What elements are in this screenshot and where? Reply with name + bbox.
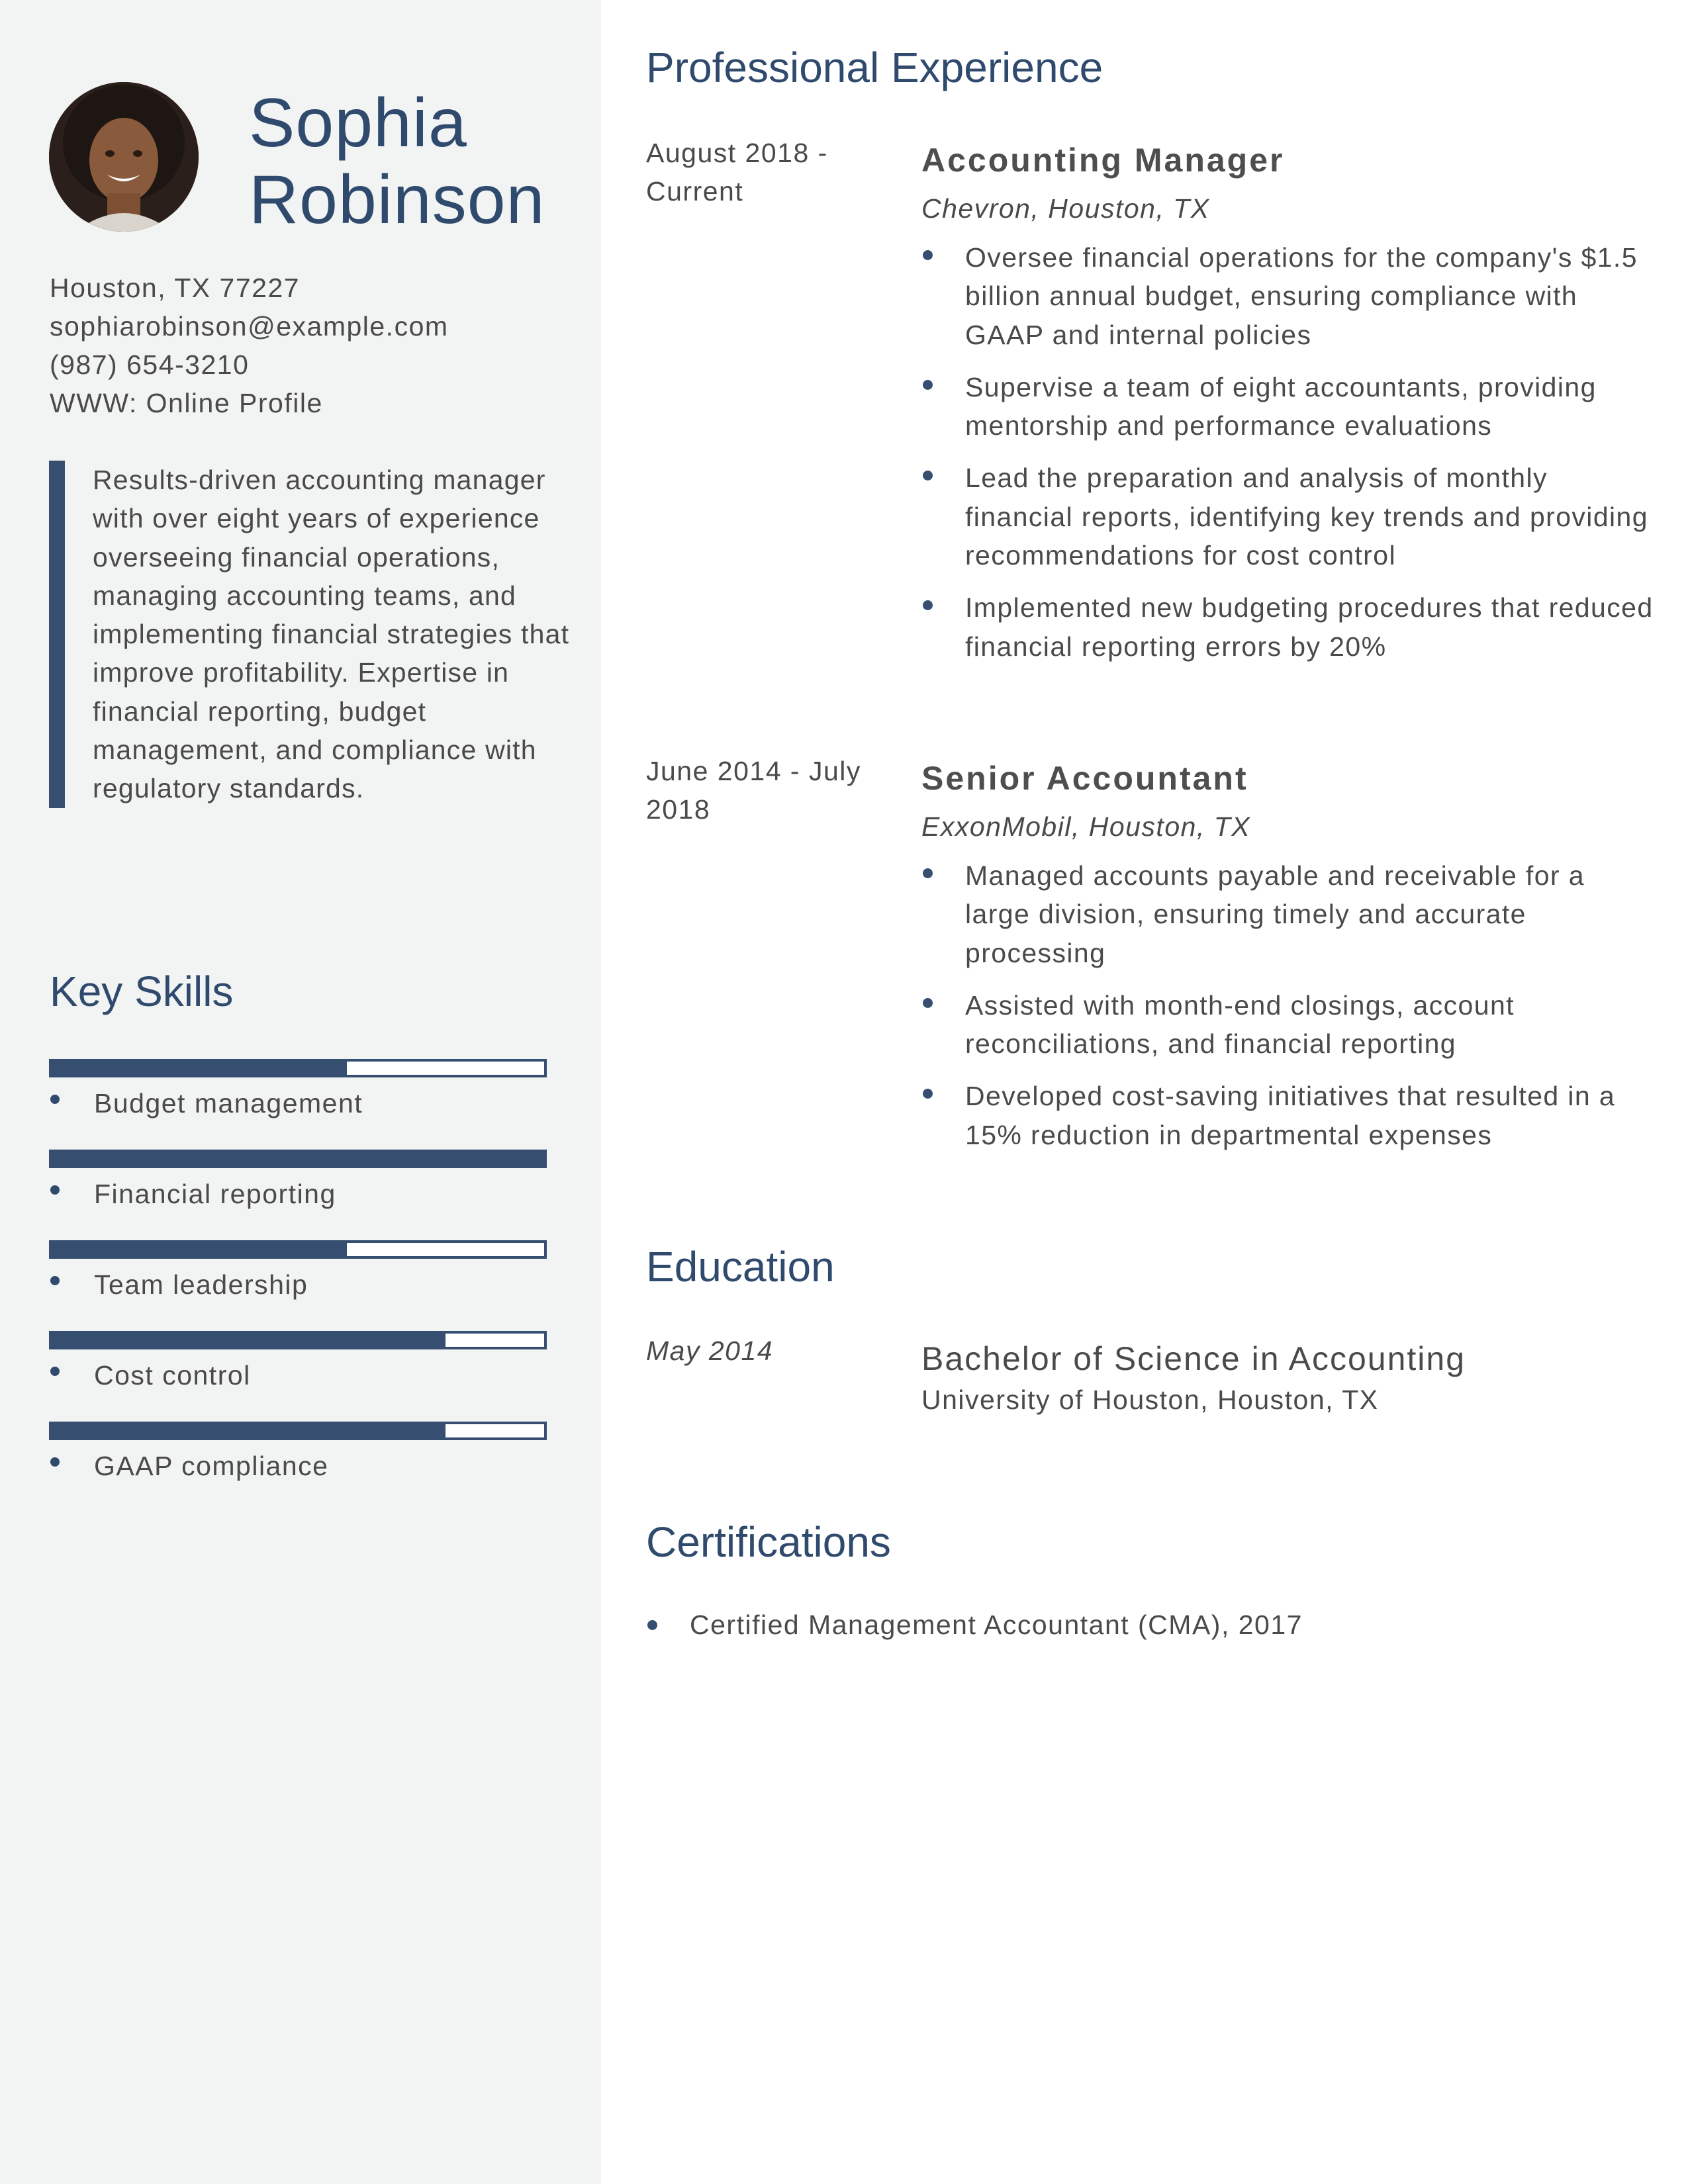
- bullet-icon: [923, 998, 933, 1008]
- bullet-icon: [50, 1185, 60, 1195]
- certifications-title: Certifications: [646, 1518, 891, 1566]
- bullet-icon: [923, 868, 933, 878]
- skill-item: [49, 1240, 547, 1331]
- address: Houston, TX 77227: [50, 273, 301, 303]
- job-title: Accounting Manager: [921, 142, 1285, 179]
- skill-level-fill: [52, 1334, 445, 1347]
- skill-item: [49, 1059, 547, 1150]
- job-bullet-text: Lead the preparation and analysis of monthly financial reports, identifying key trends and providing recommendations for cost control: [965, 463, 1648, 571]
- skill-item: [49, 1331, 547, 1422]
- bullet-icon: [50, 1457, 60, 1467]
- summary: Results-driven accounting manager with over eight years of experience overseeing financial operations, managing accounting teams, and implementing financial strategies that improve profitability. Expertise in financial reporting, budget management, and compliance with regulatory standards.: [49, 461, 589, 808]
- skill-level-bar: [49, 1331, 547, 1349]
- skill-level-fill: [52, 1424, 445, 1437]
- education-title: Education: [646, 1243, 835, 1291]
- avatar-icon: [49, 82, 199, 232]
- contact-info: [50, 269, 449, 422]
- skill-label: Team leadership: [94, 1269, 308, 1300]
- phone: (987) 654-3210: [50, 349, 250, 380]
- certification-text: Certified Management Accountant (CMA), 2017: [690, 1610, 1303, 1640]
- education-school: University of Houston, Houston, TX: [921, 1385, 1379, 1415]
- bullet-icon: [923, 471, 933, 480]
- last-name: Robinson: [249, 161, 545, 238]
- job-bullet: [921, 588, 1656, 666]
- email[interactable]: sophiarobinson@example.com: [50, 311, 449, 341]
- skill-level-bar: [49, 1059, 547, 1077]
- skill-label: GAAP compliance: [94, 1451, 329, 1481]
- bullet-icon: [647, 1620, 657, 1630]
- bullet-icon: [923, 1089, 933, 1099]
- main-content: [601, 0, 1688, 2184]
- skill-item: [49, 1150, 547, 1240]
- skill-level-bar: [49, 1422, 547, 1440]
- job-bullets: [921, 238, 1656, 666]
- profile-photo: [49, 82, 199, 232]
- skill-level-bar: [49, 1150, 547, 1168]
- skill-item: [49, 1422, 547, 1512]
- job-dates: August 2018 - Current: [646, 138, 828, 206]
- skill-label: Cost control: [94, 1360, 251, 1390]
- bullet-icon: [923, 600, 933, 610]
- skill-label: Budget management: [94, 1088, 363, 1118]
- job-bullet: [921, 459, 1656, 574]
- job-bullet: [921, 856, 1656, 972]
- experience-title: Professional Experience: [646, 44, 1103, 91]
- education-degree: Bachelor of Science in Accounting: [921, 1340, 1466, 1377]
- candidate-name: [249, 85, 545, 238]
- job-title: Senior Accountant: [921, 760, 1248, 797]
- job-company: ExxonMobil, Houston, TX: [921, 811, 1251, 842]
- bullet-icon: [50, 1095, 60, 1104]
- bullet-icon: [50, 1276, 60, 1285]
- education-date: May 2014: [646, 1336, 774, 1366]
- skill-label: Financial reporting: [94, 1179, 336, 1209]
- job-dates: June 2014 - July 2018: [646, 756, 861, 825]
- job-bullet: [921, 368, 1656, 445]
- job-bullets: [921, 856, 1656, 1154]
- job-body: [921, 752, 1656, 1168]
- job-bullet-text: Assisted with month-end closings, account reconciliations, and financial reporting: [965, 989, 1515, 1060]
- job-bullet-text: Implemented new budgeting procedures that reduced financial reporting errors by 20%: [965, 592, 1654, 662]
- skill-level-bar: [49, 1240, 547, 1259]
- skill-level-fill: [52, 1062, 347, 1075]
- job-bullet-text: Oversee financial operations for the company's $1.5 billion annual budget, ensuring compliance with GAAP and internal policies: [965, 242, 1638, 350]
- job-company: Chevron, Houston, TX: [921, 193, 1210, 224]
- job-bullet-text: Managed accounts payable and receivable for a large division, ensuring timely and accurate processing: [965, 860, 1585, 968]
- sidebar: [0, 0, 601, 2184]
- job-bullet: [921, 238, 1656, 354]
- key-skills-title: Key Skills: [50, 968, 234, 1015]
- skill-level-fill: [52, 1152, 544, 1165]
- bullet-icon: [923, 250, 933, 260]
- website-link[interactable]: WWW: Online Profile: [50, 388, 323, 418]
- job-bullet: [921, 1077, 1656, 1154]
- skill-level-fill: [52, 1243, 347, 1256]
- job-body: [921, 134, 1656, 680]
- bullet-icon: [923, 380, 933, 390]
- bullet-icon: [50, 1367, 60, 1376]
- first-name: Sophia: [249, 85, 467, 161]
- skills-list: [49, 1059, 547, 1512]
- job-bullet: [921, 986, 1656, 1064]
- job-bullet-text: Developed cost-saving initiatives that resulted in a 15% reduction in departmental expenses: [965, 1081, 1616, 1150]
- job-bullet-text: Supervise a team of eight accountants, providing mentorship and performance evaluations: [965, 371, 1597, 441]
